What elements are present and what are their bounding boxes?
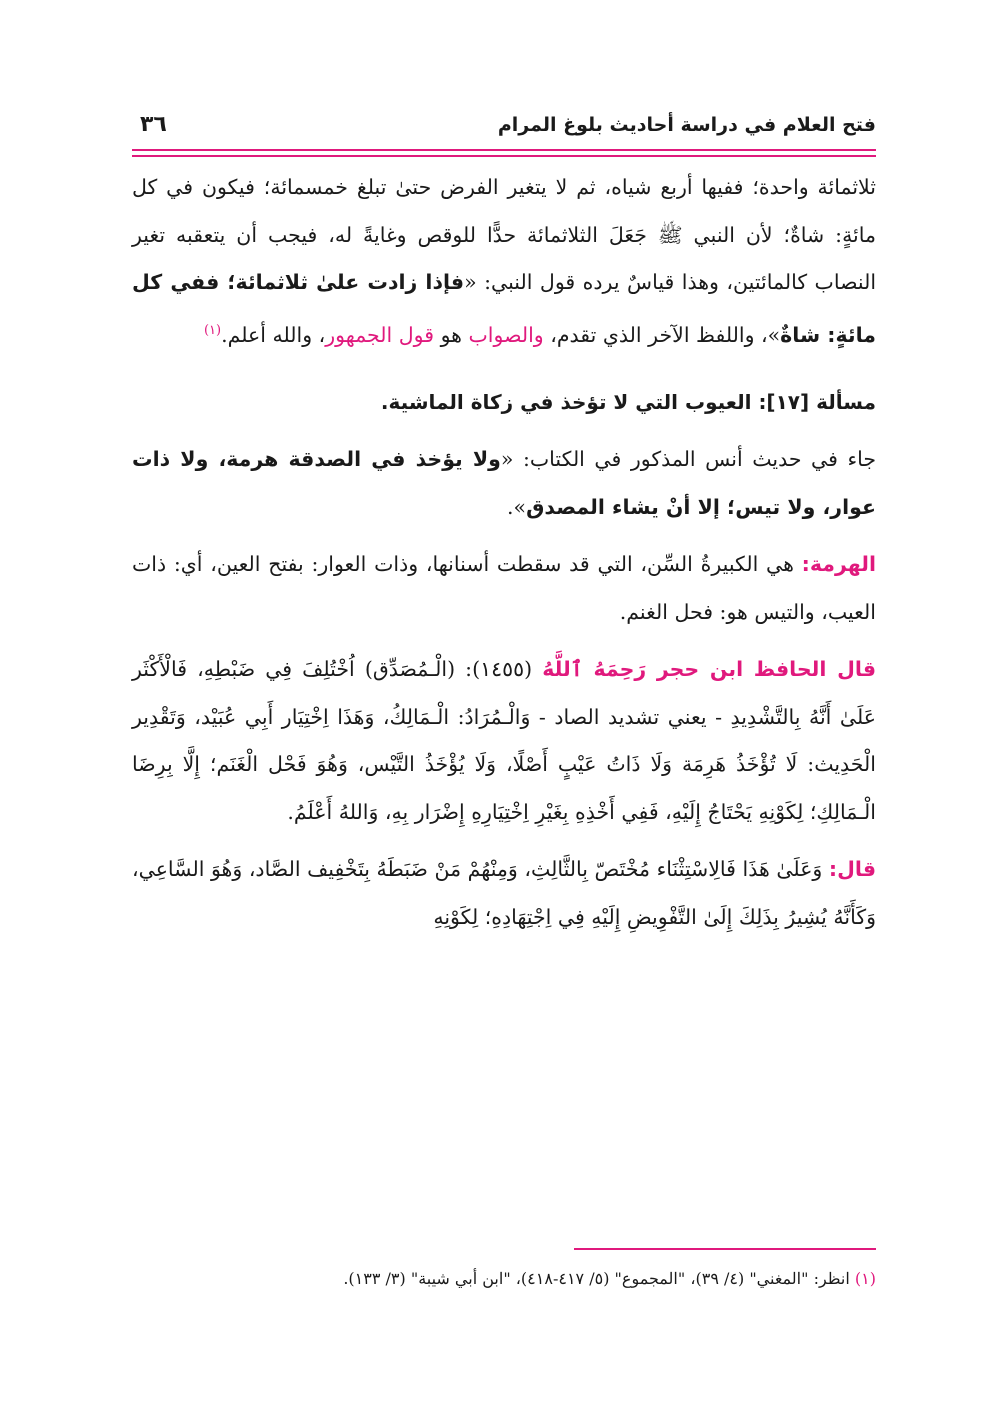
- paragraph-2-text-a: جاء في حديث أنس المذكور في الكتاب: «: [500, 447, 877, 472]
- paragraph-1-text-a: ثلاثمائة واحدة؛ ففيها أربع شياه، ثم لا يتغير الفرض حتىٰ تبلغ خمسمائة؛ فيكون في كل مائةٍ: شاةٌ؛ لأن النبي ﷺ جَعَلَ الثلاثمائة حدًّا للوقص وغايةً له، فيجب أن يتعقبه تغير النصاب كالمائتين، وهذا قياسٌ يرده قول النبي: «: [132, 175, 877, 294]
- paragraph-1-text-b: »، واللفظ الآخر الذي تقدم،: [543, 322, 781, 347]
- footnote-reference[interactable]: (١): [203, 322, 222, 338]
- page-number: ٣٦: [140, 112, 167, 137]
- paragraph-1: [132, 164, 876, 359]
- header-rule-bottom: [132, 155, 876, 157]
- paragraph-1-text-c: هو: [434, 322, 469, 347]
- paragraph-1-quote: فإذا زادت علىٰ ثلاثمائة؛ ففي كل مائةٍ: شاةٌ: [132, 270, 876, 347]
- section-label: مسألة [١٧]:: [758, 389, 876, 414]
- footnote: [128, 1266, 876, 1292]
- footnote-marker: (١): [854, 1269, 876, 1288]
- section-title: العيوب التي لا تؤخذ في زكاة الماشية.: [380, 389, 752, 414]
- book-title: فتح العلام في دراسة أحاديث بلوغ المرام: [497, 114, 876, 136]
- paragraph-5: [132, 846, 876, 941]
- paragraph-1-highlight-a: والصواب: [468, 322, 544, 347]
- quote-attribution-2: قال:: [828, 857, 876, 882]
- paragraph-4-text: (١٤٥٥): (الْـمُصَدِّق) اُخْتُلِفَ فِي ضَبْطِهِ، فَالْأَكْثَر عَلَىٰ أَنَّهُ بِالتَّشْدِيدِ - يعني تشديد الصاد - وَالْـمُرَادُ: الْـمَالِكُ، وَهَذَا اِخْتِيَار أَبِي عُبَيْد، وَتَقْدِير الْحَدِيث: لَا تُؤْخَذُ هَرِمَة وَلَا ذَاتُ عَيْبٍ أَصْلًا، وَلَا يُؤْخَذُ التَّيْس، وَهُوَ فَحْل الْغَنَم؛ إِلَّا بِرِضَا الْـمَالِكِ؛ لِكَوْنِهِ يَحْتَاجُ إِلَيْهِ، فَفِي أَخْذِهِ بِغَيْرِ اِخْتِيَارِهِ إِضْرَار بِهِ، وَاللهُ أَعْلَمُ.: [132, 657, 876, 824]
- quote-attribution: قال الحافظ ابن حجر رَحِمَهُ ٱللَّهُ: [542, 657, 877, 682]
- paragraph-2: [132, 436, 876, 531]
- page-body: [132, 164, 876, 941]
- paragraph-3-text: هي الكبيرةُ السِّن، التي قد سقطت أسنانها، وذات العوار: بفتح العين، أي: ذات العيب، والتيس هو: فحل الغنم.: [132, 552, 876, 624]
- footnote-text: انظر: "المغني" (٤/ ٣٩)، "المجموع" (٥/ ٤١٧-٤١٨)، "ابن أبي شيبة" (٣/ ١٣٣).: [343, 1269, 855, 1288]
- footnote-separator: [574, 1248, 876, 1250]
- paragraph-4: [132, 646, 876, 836]
- running-header: [132, 110, 876, 148]
- paragraph-2-quote: ولا يؤخذ في الصدقة هرمة، ولا ذات عوار، ولا تيس؛ إلا أنْ يشاء المصدق: [132, 447, 876, 519]
- section-heading: [132, 379, 876, 427]
- paragraph-5-text: وَعَلَىٰ هَذَا فَالِاسْتِثْنَاء مُخْتَصّ بِالثَّالِثِ، وَمِنْهُمْ مَنْ ضَبَطَهُ بِتَخْفِيف الصَّاد، وَهُوَ السَّاعِي، وَكَأَنَّهُ يُشِيرُ بِذَلِكَ إِلَىٰ التَّفْوِيضِ إِلَيْهِ فِي اِجْتِهَادِهِ؛ لِكَوْنِهِ: [132, 857, 876, 929]
- paragraph-1-text-d: ، والله أعلم.: [221, 322, 326, 347]
- paragraph-2-text-b: ».: [507, 494, 527, 519]
- header-rule-top: [132, 149, 876, 151]
- paragraph-1-highlight-b: قول الجمهور: [325, 322, 435, 347]
- definition-term: الهرمة:: [801, 552, 876, 577]
- paragraph-3: [132, 541, 876, 636]
